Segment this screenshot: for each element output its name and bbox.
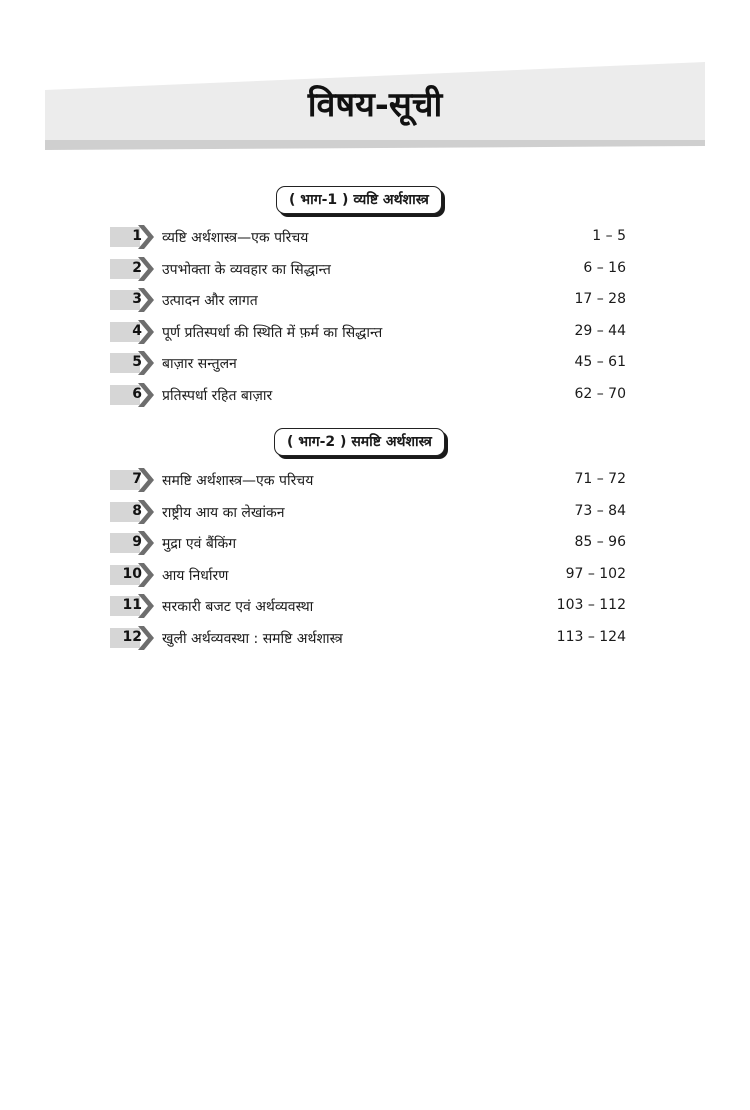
chapter-number-badge bbox=[110, 563, 154, 587]
chapter-title: मुद्रा एवं बैंकिंग bbox=[162, 536, 237, 553]
toc-row[interactable] bbox=[110, 317, 630, 349]
chapter-title: पूर्ण प्रतिस्पर्धा की स्थिति में फ़र्म का सिद्धान्त bbox=[162, 324, 383, 341]
chapter-title: प्रतिस्पर्धा रहित बाज़ार bbox=[162, 387, 273, 404]
chapter-title: समष्टि अर्थशास्त्र—एक परिचय bbox=[162, 473, 314, 489]
chapter-number: 12 bbox=[122, 628, 142, 645]
chapter-number: 11 bbox=[122, 597, 142, 614]
chapter-pages: 1 – 5 bbox=[592, 228, 626, 244]
toc-row[interactable] bbox=[110, 528, 630, 560]
chapter-pages: 97 – 102 bbox=[565, 565, 626, 582]
chapter-pages: 17 – 28 bbox=[574, 291, 626, 308]
chapter-number: 3 bbox=[132, 291, 142, 308]
section-header-part-1: ( भाग-1 ) व्यष्टि अर्थशास्त्र bbox=[276, 186, 442, 214]
chapter-title: सरकारी बजट एवं अर्थव्यवस्था bbox=[162, 599, 314, 616]
chapter-number-badge bbox=[110, 626, 154, 650]
chapter-title: बाज़ार सन्तुलन bbox=[162, 356, 237, 373]
section-header-part-2: ( भाग-2 ) समष्टि अर्थशास्त्र bbox=[274, 428, 445, 456]
toc-row[interactable] bbox=[110, 497, 630, 529]
toc-list-part-2 bbox=[110, 465, 630, 655]
chapter-number-badge bbox=[110, 257, 154, 281]
chapter-title: राष्ट्रीय आय का लेखांकन bbox=[162, 504, 285, 521]
toc-list-part-1 bbox=[110, 222, 630, 412]
chapter-pages: 29 – 44 bbox=[574, 322, 626, 339]
chapter-number-badge bbox=[110, 320, 154, 344]
toc-row[interactable] bbox=[110, 380, 630, 412]
toc-row[interactable] bbox=[110, 560, 630, 592]
toc-row[interactable] bbox=[110, 348, 630, 380]
chapter-title: व्यष्टि अर्थशास्त्र—एक परिचय bbox=[162, 230, 309, 246]
chapter-number: 1 bbox=[132, 228, 142, 244]
toc-row[interactable] bbox=[110, 591, 630, 623]
chapter-pages: 113 – 124 bbox=[556, 628, 626, 645]
chapter-title: आय निर्धारण bbox=[162, 567, 229, 584]
chapter-pages: 73 – 84 bbox=[574, 502, 626, 519]
chapter-number-badge bbox=[110, 594, 154, 618]
chapter-pages: 62 – 70 bbox=[574, 385, 626, 402]
chapter-number: 7 bbox=[132, 471, 142, 487]
title-banner bbox=[45, 62, 705, 154]
chapter-number-badge bbox=[110, 531, 154, 555]
chapter-number-badge bbox=[110, 225, 154, 249]
chapter-pages: 103 – 112 bbox=[556, 597, 626, 614]
chapter-number-badge bbox=[110, 351, 154, 375]
toc-row[interactable] bbox=[110, 254, 630, 286]
toc-row[interactable] bbox=[110, 465, 630, 497]
page-title: विषय-सूची bbox=[307, 85, 443, 125]
chapter-title: खुली अर्थव्यवस्था : समष्टि अर्थशास्त्र bbox=[162, 630, 343, 647]
chapter-pages: 85 – 96 bbox=[574, 534, 626, 551]
chapter-title: उत्पादन और लागत bbox=[162, 293, 258, 310]
chapter-number-badge bbox=[110, 500, 154, 524]
toc-row[interactable] bbox=[110, 623, 630, 655]
toc-row[interactable] bbox=[110, 285, 630, 317]
chapter-number: 6 bbox=[132, 385, 142, 402]
chapter-number: 2 bbox=[132, 259, 142, 276]
chapter-pages: 71 – 72 bbox=[574, 471, 626, 487]
chapter-number: 9 bbox=[132, 534, 142, 551]
chapter-number-badge bbox=[110, 383, 154, 407]
chapter-number: 8 bbox=[132, 502, 142, 519]
chapter-number-badge bbox=[110, 288, 154, 312]
chapter-number-badge bbox=[110, 468, 154, 492]
chapter-title: उपभोक्ता के व्यवहार का सिद्धान्त bbox=[162, 261, 331, 278]
chapter-pages: 45 – 61 bbox=[574, 354, 626, 371]
toc-row[interactable] bbox=[110, 222, 630, 254]
chapter-number: 10 bbox=[122, 565, 142, 582]
chapter-pages: 6 – 16 bbox=[583, 259, 626, 276]
chapter-number: 5 bbox=[132, 354, 142, 371]
chapter-number: 4 bbox=[132, 322, 142, 339]
